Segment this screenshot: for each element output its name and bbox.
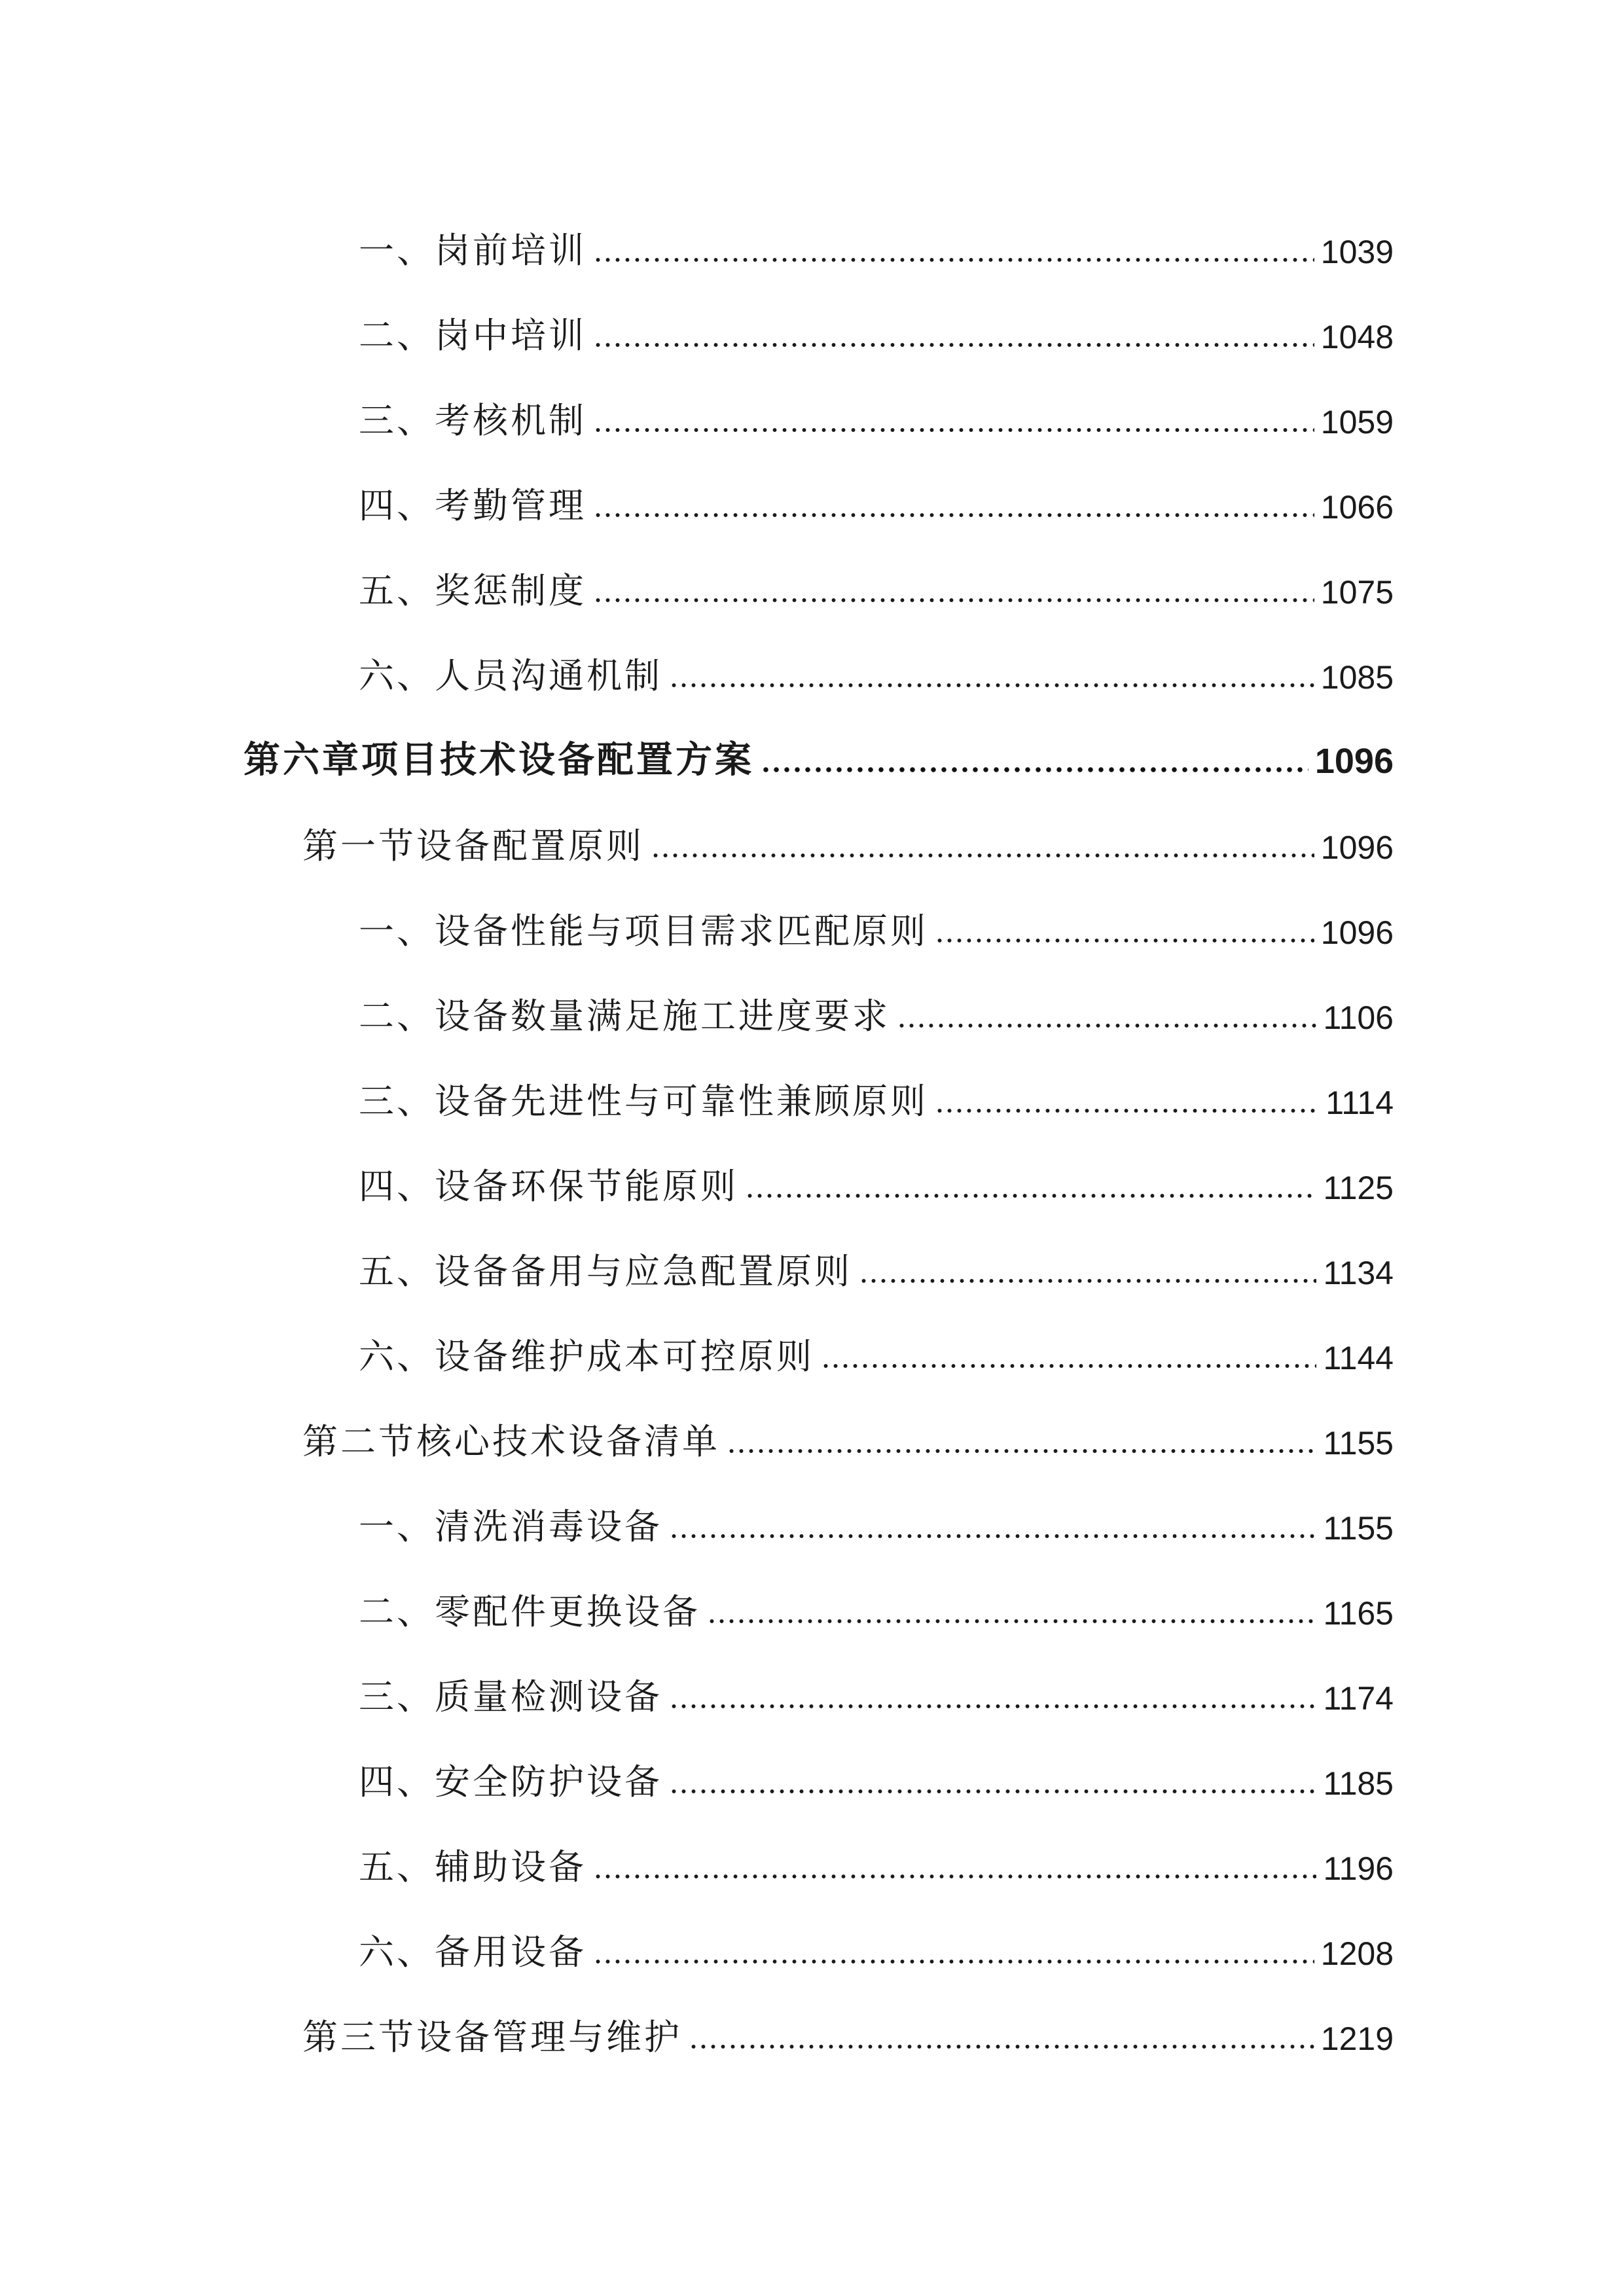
toc-entry[interactable]: [359, 556, 1394, 609]
toc-entry-page-number: 1096: [1320, 829, 1394, 866]
toc-entry-page-number: 1174: [1323, 1680, 1394, 1717]
toc-entry-title: 第三节设备管理与维护: [302, 2017, 682, 2058]
toc-entry-title: 二、岗中培训: [359, 315, 586, 356]
toc-entry-title: 三、考核机制: [359, 400, 586, 441]
toc-entry-title: 六、备用设备: [359, 1931, 586, 1973]
toc-entry-title: 一、设备性能与项目需求匹配原则: [359, 910, 928, 952]
toc-dot-leader: [651, 853, 1314, 857]
toc-dot-leader: [727, 1449, 1316, 1453]
toc-dot-leader: [761, 767, 1308, 772]
toc-dot-leader: [593, 1960, 1314, 1964]
toc-dot-leader: [859, 1279, 1316, 1283]
toc-entry[interactable]: [359, 1577, 1394, 1630]
toc-entry-page-number: 1096: [1320, 914, 1394, 951]
toc-dot-leader: [593, 428, 1314, 432]
toc-dot-leader: [593, 513, 1314, 517]
toc-entry-title: 二、设备数量满足施工进度要求: [359, 996, 890, 1037]
toc-entry-page-number: 1155: [1323, 1425, 1394, 1462]
toc-entry-page-number: 1125: [1323, 1170, 1394, 1206]
toc-entry-page-number: 1196: [1323, 1850, 1394, 1887]
toc-entry-title: 一、清洗消毒设备: [359, 1506, 662, 1547]
toc-dot-leader: [935, 939, 1314, 942]
toc-entry-page-number: 1144: [1323, 1340, 1394, 1376]
toc-entry-title: 六、人员沟通机制: [359, 655, 662, 696]
toc-entry-title: 第六章项目技术设备配置方案: [244, 739, 754, 781]
toc-dot-leader: [669, 1789, 1316, 1793]
toc-dot-leader: [897, 1024, 1316, 1028]
toc-entry[interactable]: [359, 1322, 1394, 1377]
toc-entry-title: 一、岗前培训: [359, 230, 586, 271]
toc-entry[interactable]: [359, 216, 1394, 271]
toc-entry-title: 三、设备先进性与可靠性兼顾原则: [359, 1081, 928, 1122]
toc-dot-leader: [669, 1704, 1316, 1708]
toc-entry[interactable]: [359, 641, 1394, 694]
toc-entry[interactable]: [359, 1492, 1394, 1545]
toc-dot-leader: [593, 598, 1314, 602]
toc-dot-leader: [593, 258, 1314, 262]
toc-entry[interactable]: [359, 301, 1394, 356]
toc-dot-leader: [689, 2045, 1314, 2049]
toc-entry-title: 四、安全防护设备: [359, 1761, 662, 1803]
toc-entry-title: 第一节设备配置原则: [302, 825, 644, 867]
toc-entry-title: 四、考勤管理: [359, 485, 586, 526]
toc-dot-leader: [707, 1619, 1316, 1623]
toc-entry-page-number: 1134: [1323, 1255, 1394, 1291]
toc-dot-leader: [669, 683, 1314, 687]
toc-entry[interactable]: [359, 1748, 1394, 1803]
toc-section-entry[interactable]: [302, 1407, 1394, 1460]
toc-entry-page-number: 1114: [1326, 1085, 1394, 1121]
toc-dot-leader: [593, 343, 1314, 347]
toc-entry[interactable]: [359, 1833, 1394, 1888]
toc-entry-title: 二、零配件更换设备: [359, 1591, 700, 1632]
toc-entry-page-number: 1096: [1314, 742, 1394, 781]
toc-entry[interactable]: [359, 1152, 1394, 1207]
toc-entry-title: 五、辅助设备: [359, 1846, 586, 1888]
toc-entry-title: 五、设备备用与应急配置原则: [359, 1251, 852, 1292]
toc-entry-page-number: 1155: [1323, 1510, 1394, 1547]
toc-dot-leader: [821, 1364, 1316, 1368]
toc-entry-page-number: 1066: [1320, 489, 1394, 526]
toc-entry-page-number: 1059: [1320, 404, 1394, 440]
toc-section-entry[interactable]: [302, 2003, 1394, 2058]
toc-entry[interactable]: [359, 1662, 1394, 1715]
toc-entry-title: 三、质量检测设备: [359, 1676, 662, 1717]
toc-entry[interactable]: [359, 1067, 1394, 1122]
toc-entry-page-number: 1039: [1320, 234, 1394, 270]
toc-dot-leader: [935, 1109, 1319, 1113]
toc-entry[interactable]: [359, 1918, 1394, 1973]
toc-entry[interactable]: [359, 471, 1394, 524]
toc-entry-title: 六、设备维护成本可控原则: [359, 1336, 814, 1377]
toc-entry[interactable]: [359, 1237, 1394, 1292]
toc-entry-page-number: 1048: [1320, 319, 1394, 355]
toc-chapter-entry[interactable]: [244, 726, 1394, 779]
toc-entry-page-number: 1165: [1323, 1595, 1394, 1632]
toc-section-entry[interactable]: [302, 812, 1394, 867]
toc-entry-title: 五、奖惩制度: [359, 570, 586, 611]
toc-entry[interactable]: [359, 386, 1394, 439]
toc-dot-leader: [593, 1874, 1316, 1878]
toc-entry-page-number: 1075: [1320, 574, 1394, 611]
toc-entry-title: 第二节核心技术设备清单: [302, 1421, 720, 1462]
toc-dot-leader: [745, 1194, 1316, 1198]
toc-entry-title: 四、设备环保节能原则: [359, 1166, 738, 1207]
toc-entry-page-number: 1106: [1323, 999, 1394, 1036]
toc-entry[interactable]: [359, 982, 1394, 1037]
toc-entry-page-number: 1185: [1323, 1765, 1394, 1802]
toc-entry[interactable]: [359, 897, 1394, 952]
toc-entry-page-number: 1208: [1320, 1935, 1394, 1972]
toc-entry-page-number: 1219: [1320, 2020, 1394, 2057]
toc-dot-leader: [669, 1534, 1316, 1538]
toc-entry-page-number: 1085: [1320, 659, 1394, 696]
